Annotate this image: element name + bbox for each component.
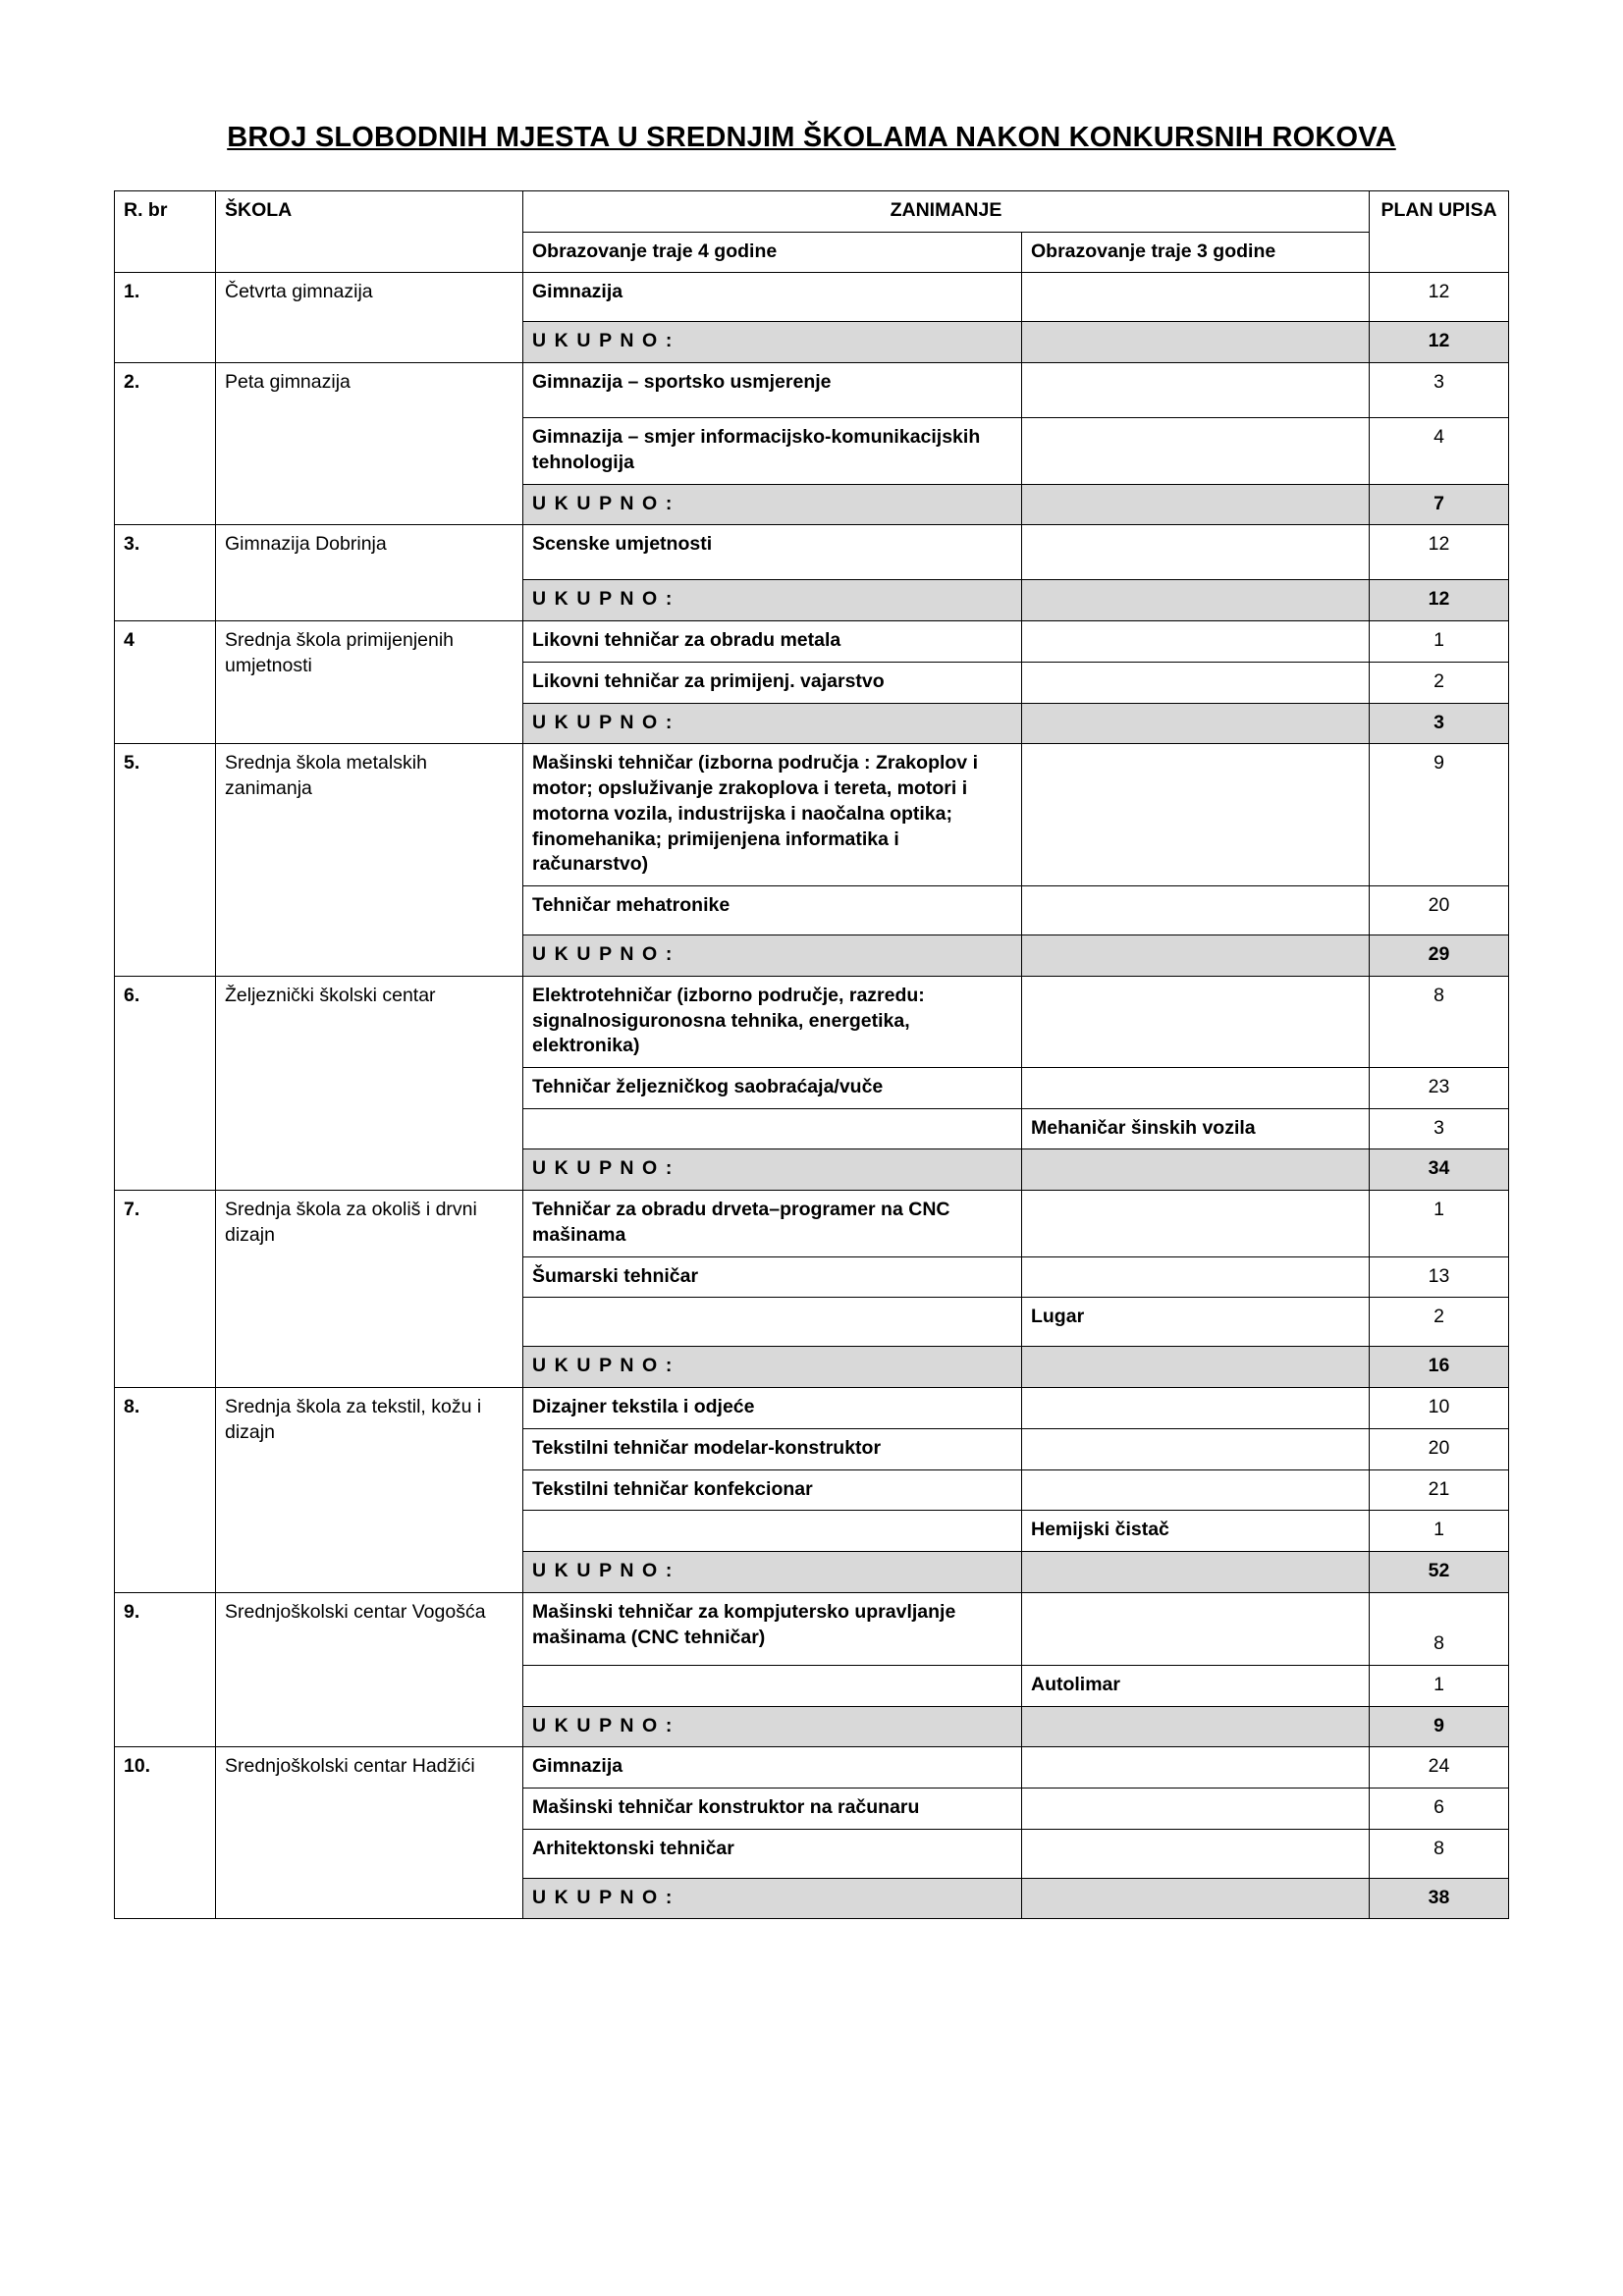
plan-value: 2 — [1370, 662, 1509, 703]
row-number: 5. — [114, 744, 215, 976]
total-value: 16 — [1370, 1347, 1509, 1388]
occupation-3y — [1021, 1191, 1369, 1256]
plan-value: 1 — [1370, 621, 1509, 663]
total-spacer — [1021, 1149, 1369, 1191]
row-number: 3. — [114, 525, 215, 621]
plan-value: 20 — [1370, 1428, 1509, 1469]
header-3-godine: Obrazovanje traje 3 godine — [1021, 232, 1369, 273]
occupation-3y — [1021, 273, 1369, 322]
table-row — [114, 744, 1508, 886]
table-row — [114, 621, 1508, 663]
occupation-3y — [1021, 525, 1369, 580]
row-number: 7. — [114, 1191, 215, 1388]
total-label: U K U P N O : — [522, 484, 1021, 525]
total-spacer — [1021, 580, 1369, 621]
plan-value: 24 — [1370, 1747, 1509, 1789]
occupation-3y — [1021, 363, 1369, 418]
total-label: U K U P N O : — [522, 703, 1021, 744]
occupation-3y: Autolimar — [1021, 1665, 1369, 1706]
school-name: Srednja škola za okoliš i drvni dizajn — [215, 1191, 522, 1388]
table-row — [114, 525, 1508, 580]
occupation-3y — [1021, 1747, 1369, 1789]
page-title: BROJ SLOBODNIH MJESTA U SREDNJIM ŠKOLAMA NAKON KONKURSNIH ROKOVA — [227, 122, 1396, 153]
occupation-4y: Mašinski tehničar (izborna područja : Zrakoplov i motor; opsluživanje zrakoplova i tereta, motori i motorna vozila, industrijska i naočalna optika; finomehanika; primijenjena informatika i računarstvo) — [522, 744, 1021, 886]
header-rbr: R. br — [114, 191, 215, 273]
total-spacer — [1021, 935, 1369, 977]
total-label: U K U P N O : — [522, 1878, 1021, 1919]
header-4-godine: Obrazovanje traje 4 godine — [522, 232, 1021, 273]
occupation-3y — [1021, 1829, 1369, 1878]
occupation-4y: Tehničar mehatronike — [522, 886, 1021, 935]
occupation-4y: Mašinski tehničar konstruktor na računaru — [522, 1788, 1021, 1829]
total-label: U K U P N O : — [522, 1149, 1021, 1191]
total-spacer — [1021, 1878, 1369, 1919]
occupation-4y: Tekstilni tehničar modelar-konstruktor — [522, 1428, 1021, 1469]
plan-value: 1 — [1370, 1665, 1509, 1706]
occupation-3y: Mehaničar šinskih vozila — [1021, 1108, 1369, 1149]
school-name: Srednja škola metalskih zanimanja — [215, 744, 522, 976]
occupation-4y — [522, 1511, 1021, 1552]
row-number: 10. — [114, 1747, 215, 1919]
table-row — [114, 1747, 1508, 1789]
occupation-4y — [522, 1108, 1021, 1149]
header-plan-upisa: PLAN UPISA — [1370, 191, 1509, 273]
occupation-3y — [1021, 886, 1369, 935]
occupation-4y: Mašinski tehničar za kompjutersko upravljanje mašinama (CNC tehničar) — [522, 1592, 1021, 1665]
total-value: 7 — [1370, 484, 1509, 525]
occupation-3y — [1021, 1428, 1369, 1469]
total-spacer — [1021, 1347, 1369, 1388]
plan-value: 20 — [1370, 886, 1509, 935]
header-zanimanje: ZANIMANJE — [522, 191, 1369, 233]
plan-value: 1 — [1370, 1191, 1509, 1256]
occupation-4y: Likovni tehničar za primijenj. vajarstvo — [522, 662, 1021, 703]
occupation-3y — [1021, 1388, 1369, 1429]
total-value: 38 — [1370, 1878, 1509, 1919]
plan-value: 12 — [1370, 273, 1509, 322]
occupation-4y: Gimnazija — [522, 273, 1021, 322]
plan-value: 6 — [1370, 1788, 1509, 1829]
total-label: U K U P N O : — [522, 935, 1021, 977]
occupation-4y: Tehničar željezničkog saobraćaja/vuče — [522, 1067, 1021, 1108]
occupation-4y — [522, 1665, 1021, 1706]
occupation-4y: Gimnazija – sportsko usmjerenje — [522, 363, 1021, 418]
table-row — [114, 273, 1508, 322]
row-number: 8. — [114, 1388, 215, 1593]
total-spacer — [1021, 703, 1369, 744]
occupation-4y: Gimnazija — [522, 1747, 1021, 1789]
occupation-3y — [1021, 1256, 1369, 1298]
table-row — [114, 976, 1508, 1067]
school-name: Srednjoškolski centar Hadžići — [215, 1747, 522, 1919]
row-number: 1. — [114, 273, 215, 363]
occupation-3y — [1021, 1469, 1369, 1511]
occupation-4y: Elektrotehničar (izborno područje, razredu: signalnosiguronosna tehnika, energetika, elektronika) — [522, 976, 1021, 1067]
occupation-3y: Hemijski čistač — [1021, 1511, 1369, 1552]
plan-value: 4 — [1370, 418, 1509, 484]
table-row — [114, 363, 1508, 418]
plan-value: 9 — [1370, 744, 1509, 886]
row-number: 6. — [114, 976, 215, 1190]
total-label: U K U P N O : — [522, 1706, 1021, 1747]
occupation-3y — [1021, 418, 1369, 484]
occupation-3y — [1021, 1788, 1369, 1829]
occupation-4y: Likovni tehničar za obradu metala — [522, 621, 1021, 663]
occupation-3y: Lugar — [1021, 1298, 1369, 1347]
total-label: U K U P N O : — [522, 1347, 1021, 1388]
total-label: U K U P N O : — [522, 1552, 1021, 1593]
total-value: 12 — [1370, 580, 1509, 621]
total-value: 29 — [1370, 935, 1509, 977]
school-name: Srednjoškolski centar Vogošća — [215, 1592, 522, 1746]
total-label: U K U P N O : — [522, 580, 1021, 621]
plan-value: 13 — [1370, 1256, 1509, 1298]
school-name: Srednja škola za tekstil, kožu i dizajn — [215, 1388, 522, 1593]
plan-value: 1 — [1370, 1511, 1509, 1552]
plan-value: 3 — [1370, 1108, 1509, 1149]
total-value: 52 — [1370, 1552, 1509, 1593]
table-row — [114, 1191, 1508, 1256]
total-value: 12 — [1370, 322, 1509, 363]
occupation-3y — [1021, 662, 1369, 703]
total-spacer — [1021, 322, 1369, 363]
occupation-3y — [1021, 621, 1369, 663]
occupation-4y: Arhitektonski tehničar — [522, 1829, 1021, 1878]
occupation-4y: Gimnazija – smjer informacijsko-komunikacijskih tehnologija — [522, 418, 1021, 484]
free-places-table — [114, 190, 1509, 1919]
school-name: Peta gimnazija — [215, 363, 522, 525]
occupation-4y: Tekstilni tehničar konfekcionar — [522, 1469, 1021, 1511]
occupation-3y — [1021, 744, 1369, 886]
total-label: U K U P N O : — [522, 322, 1021, 363]
school-name: Željeznički školski centar — [215, 976, 522, 1190]
table-header-row — [114, 191, 1508, 233]
table-row — [114, 1592, 1508, 1665]
occupation-4y: Dizajner tekstila i odjeće — [522, 1388, 1021, 1429]
occupation-3y — [1021, 976, 1369, 1067]
plan-value: 2 — [1370, 1298, 1509, 1347]
school-name: Četvrta gimnazija — [215, 273, 522, 363]
school-name: Srednja škola primijenjenih umjetnosti — [215, 621, 522, 744]
total-value: 34 — [1370, 1149, 1509, 1191]
total-value: 9 — [1370, 1706, 1509, 1747]
occupation-3y — [1021, 1592, 1369, 1665]
total-spacer — [1021, 1552, 1369, 1593]
total-spacer — [1021, 484, 1369, 525]
plan-value: 23 — [1370, 1067, 1509, 1108]
plan-value: 12 — [1370, 525, 1509, 580]
occupation-3y — [1021, 1067, 1369, 1108]
plan-value: 8 — [1370, 1592, 1509, 1665]
table-row — [114, 1388, 1508, 1429]
plan-value: 10 — [1370, 1388, 1509, 1429]
plan-value: 21 — [1370, 1469, 1509, 1511]
header-skola: ŠKOLA — [215, 191, 522, 273]
occupation-4y: Scenske umjetnosti — [522, 525, 1021, 580]
plan-value: 8 — [1370, 1829, 1509, 1878]
total-value: 3 — [1370, 703, 1509, 744]
occupation-4y: Tehničar za obradu drveta–programer na CNC mašinama — [522, 1191, 1021, 1256]
row-number: 2. — [114, 363, 215, 525]
plan-value: 3 — [1370, 363, 1509, 418]
plan-value: 8 — [1370, 976, 1509, 1067]
school-name: Gimnazija Dobrinja — [215, 525, 522, 621]
total-spacer — [1021, 1706, 1369, 1747]
row-number: 9. — [114, 1592, 215, 1746]
occupation-4y: Šumarski tehničar — [522, 1256, 1021, 1298]
occupation-4y — [522, 1298, 1021, 1347]
row-number: 4 — [114, 621, 215, 744]
